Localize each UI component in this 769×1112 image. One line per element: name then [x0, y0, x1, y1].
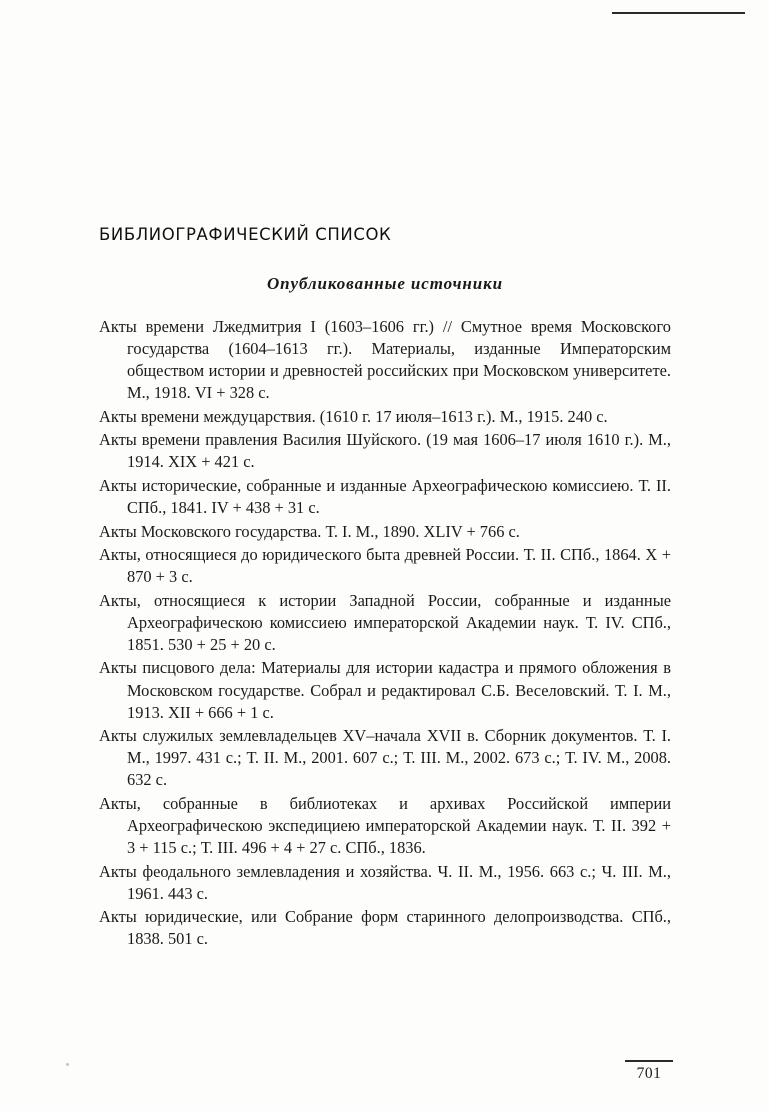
page-number: 701 — [636, 1065, 662, 1082]
list-item: Акты времени междуцарствия. (1610 г. 17 июля–1613 г.). М., 1915. 240 с. — [99, 406, 608, 426]
list-item: Акты писцового дела: Материалы для истории кадастра и прямого обложения в Московском государстве. Собрал и редактировал С.Б. Веселовский. Т. I. М., 1913. XII + 666 + 1 с. — [99, 658, 671, 722]
bibliography-list — [99, 316, 671, 950]
list-item: Акты времени Лжедмитрия I (1603–1606 гг.) // Смутное время Московского государства (1604–1613 гг.). Материалы, изданные Императорским обществом истории и древностей российских при Московском университете. М., 1918. VI + 328 с. — [99, 317, 671, 403]
page-title: БИБЛИОГРАФИЧЕСКИЙ СПИСОК — [99, 225, 392, 244]
page-footer — [625, 1060, 673, 1083]
list-item: Акты, собранные в библиотеках и архивах Российской империи Археографическою экспедициею императорской Академии наук. Т. II. 392 + 3 + 115 с.; Т. III. 496 + 4 + 27 с. СПб., 1836. — [99, 793, 671, 857]
list-item: Акты, относящиеся к истории Западной России, собранные и изданные Археографическою комиссиею императорской Академии наук. Т. IV. СПб., 1851. 530 + 25 + 20 с. — [99, 590, 671, 654]
list-item: Акты исторические, собранные и изданные Археографическою комиссиею. Т. II. СПб., 1841. IV + 438 + 31 с. — [99, 475, 671, 517]
page-speck — [66, 1063, 69, 1066]
list-item: Акты феодального землевладения и хозяйства. Ч. II. М., 1956. 663 с.; Ч. III. М., 1961. 443 с. — [99, 861, 671, 903]
list-item: Акты, относящиеся до юридического быта древней России. Т. II. СПб., 1864. X + 870 + 3 с. — [99, 545, 671, 587]
list-item: Акты служилых землевладельцев XV–начала XVII в. Сборник документов. Т. I. М., 1997. 431 с.; Т. II. М., 2001. 607 с.; Т. III. М., 2002. 673 с.; Т. IV. М., 2008. 632 с. — [99, 726, 671, 790]
list-item: Акты Московского государства. Т. I. М., 1890. XLIV + 766 с. — [99, 521, 520, 541]
footer-rule — [625, 1060, 673, 1062]
page-content — [99, 225, 671, 952]
list-item: Акты юридические, или Собрание форм старинного делопроизводства. СПб., 1838. 501 с. — [99, 907, 671, 949]
header-rule — [612, 12, 745, 14]
subsection-title: Опубликованные источники — [267, 274, 503, 293]
list-item: Акты времени правления Василия Шуйского. (19 мая 1606–17 июля 1610 г.). М., 1914. XIX + 421 с. — [99, 430, 671, 472]
